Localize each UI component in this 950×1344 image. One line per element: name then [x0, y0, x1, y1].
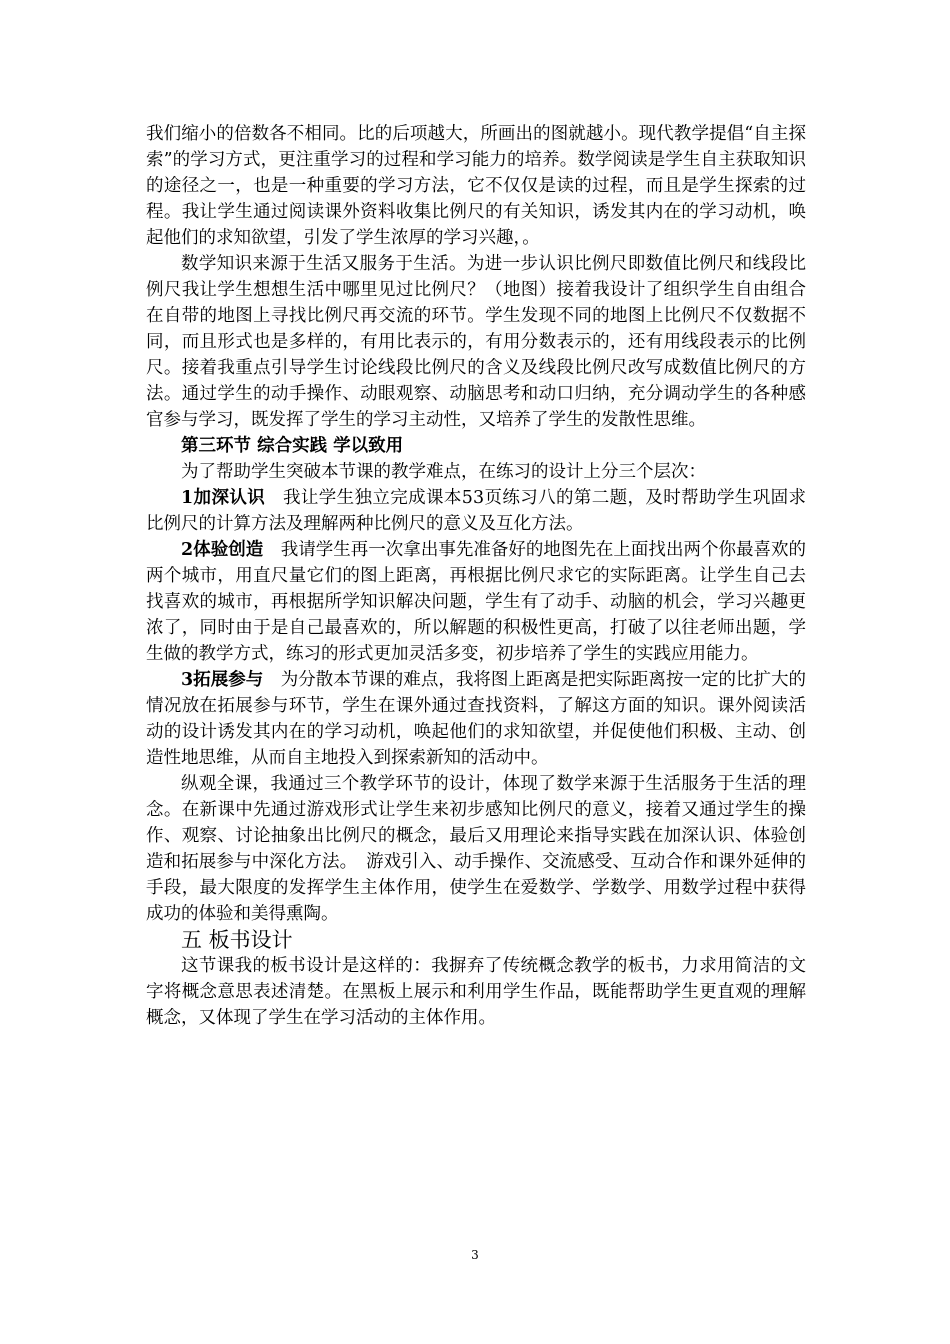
level-label-extend: 3拓展参与 — [181, 670, 264, 690]
paragraph-continuation: 我们缩小的倍数各不相同。比的后项越大，所画出的图就越小。现代教学提倡“自主探索”的学习方式，更注重学习的过程和学习能力的培养。数学阅读是学生自主获取知识的途径之一，也是一种重要的学习方法，它不仅仅是读的过程，而且是学生探索的过程。我让学生通过阅读课外资料收集比例尺的有关知识，诱发其内在的学习动机，唤起他们的求知欲望，引发了学生浓厚的学习兴趣，。 — [146, 124, 806, 248]
level-text-deepen: 我让学生独立完成课本53页练习八的第二题，及时帮助学生巩固求比例尺的计算方法及理解两种比例尺的意义及互化方法。 — [146, 488, 806, 534]
paragraph-life-math: 数学知识来源于生活又服务于生活。为进一步认识比例尺即数值比例尺和线段比例尺我让学生想想生活中哪里见过比例尺？（地图）接着我设计了组织学生自由组合在自带的地图上寻找比例尺再交流的环节。学生发现不同的地图上比例尺不仅数据不同，而且形式也是多样的，有用比表示的，有用分数表示的，还有用线段表示的比例尺。接着我重点引导学生讨论线段比例尺的含义及线段比例尺改写成数值比例尺的方法。通过学生的动手操作、动眼观察、动脑思考和动口归纳，充分调动学生的各种感官参与学习，既发挥了学生的学习主动性，又培养了学生的发散性思维。 — [146, 254, 806, 430]
section-title-third-stage: 第三环节 综合实践 学以致用 — [181, 436, 404, 456]
level-text-experience: 我请学生再一次拿出事先准备好的地图先在上面找出两个你最喜欢的两个城市，用直尺量它们的图上距离，再根据比例尺求它的实际距离。让学生自己去找喜欢的城市，再根据所学知识解决问题，学生有了动手、动脑的机会，学习兴趣更浓了，同时由于是自己最喜欢的，所以解题的积极性更高，打破了以往老师出题，学生做的教学方式，练习的形式更加灵活多变，初步培养了学生的实践应用能力。 — [146, 540, 806, 664]
level-label-deepen: 1加深认识 — [181, 488, 266, 508]
page-body — [146, 121, 806, 1031]
paragraph-board-design: 这节课我的板书设计是这样的：我摒弃了传统概念教学的板书，力求用简洁的文字将概念意思表述清楚。在黑板上展示和利用学生作品，既能帮助学生更直观的理解概念，又体现了学生在学习活动的主体作用。 — [146, 956, 806, 1028]
level-label-experience: 2体验创造 — [181, 540, 264, 560]
page-number: 3 — [471, 1248, 479, 1262]
paragraph-extend-participate — [146, 667, 806, 771]
paragraph-overview: 纵观全课，我通过三个教学环节的设计，体现了数学来源于生活服务于生活的理念。在新课中先通过游戏形式让学生来初步感知比例尺的意义，接着又通过学生的操作、观察、讨论抽象出比例尺的概念，最后又用理论来指导实践在加深认识、体验创造和拓展参与中深化方法。 游戏引入、动手操作、交流感受、互动合作和课外延伸的手段，最大限度的发挥学生主体作用，使学生在爱数学、学数学、用数学过程中获得成功的体验和美得熏陶。 — [146, 774, 806, 924]
paragraph-deepen-understanding — [146, 485, 806, 537]
heading-board-design: 五 板书设计 — [181, 928, 293, 952]
paragraph-practice-intro: 为了帮助学生突破本节课的教学难点，在练习的设计上分三个层次： — [181, 462, 706, 482]
paragraph-experience-create — [146, 537, 806, 667]
level-text-extend: 为分散本节课的难点，我将图上距离是把实际距离按一定的比扩大的情况放在拓展参与环节，学生在课外通过查找资料，了解这方面的知识。课外阅读活动的设计诱发其内在的学习动机，唤起他们的求知欲望，并促使他们积极、主动、创造性地思维，从而自主地投入到探索新知的活动中。 — [146, 670, 806, 768]
